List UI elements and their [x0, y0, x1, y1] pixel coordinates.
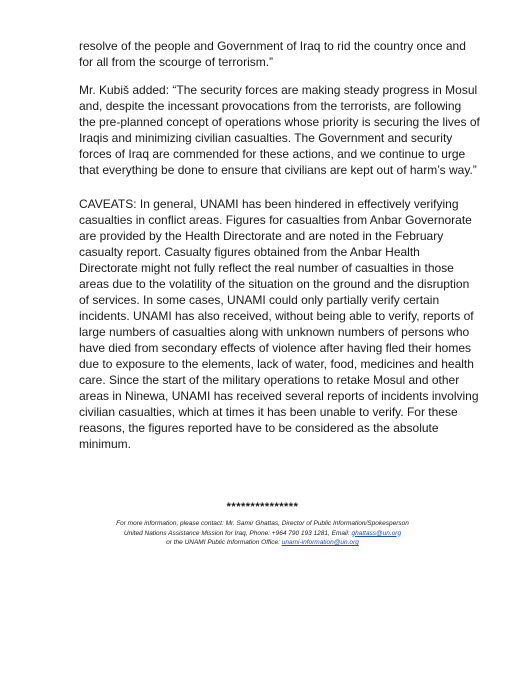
- footer-office-text: or the UNAMI Public Information Office:: [166, 539, 282, 546]
- footer-mission-text: United Nations Assistance Mission for Iraq, Phone: +964 790 193 1281, Email:: [123, 529, 352, 537]
- contact-footer: [0, 519, 525, 548]
- section-separator: ***************: [226, 501, 299, 513]
- paragraph-caveats: CAVEATS: In general, UNAMI has been hindered in effectively verifying casualties in conflict areas. Figures for casualties from Anbar Governorate are provided by the Health Directorate and are noted in the February casualty report. Casualty figures obtained from the Anbar Health Directorate might not fully reflect the real number of casualties in those areas due to the volatility of the situation on the ground and the disruption of services. In some cases, UNAMI could only partially verify certain incidents. UNAMI has also received, without being able to verify, reports of large numbers of casualties along with unknown numbers of persons who have died from secondary effects of violence after having fled their homes due to exposure to the elements, lack of water, food, medicines and health care. Since the start of the military operations to retake Mosul and other areas in Ninewa, UNAMI has received several reports of incidents involving civilian casualties, which at times it has been unable to verify. For these reasons, the figures reported have to be considered as the absolute minimum.: [79, 197, 479, 451]
- paragraph-kubis-statement: Mr. Kubiš added: “The security forces are making steady progress in Mosul and, despite the incessant provocations from the terrorists, are following the pre-planned concept of operations whose priority is securing the lives of Iraqis and minimizing civilian casualties. The Government and security forces of Iraq are commended for these actions, and we continue to urge that everything be done to ensure that civilians are kept out of harm’s way.”: [79, 83, 480, 177]
- footer-contact-line: For more information, please contact: Mr. Samir Ghattas, Director of Public Information/Spokesperson: [116, 520, 409, 527]
- footer-mission-line: [0, 529, 525, 539]
- footer-office-line: [0, 538, 525, 548]
- pio-email-link[interactable]: unami-information@un.org: [281, 539, 359, 546]
- paragraph-closing-quote: resolve of the people and Government of Iraq to rid the country once and for all from the scourge of terrorism.”: [79, 39, 466, 69]
- spokesperson-email-link[interactable]: ghattass@un.org: [351, 529, 402, 537]
